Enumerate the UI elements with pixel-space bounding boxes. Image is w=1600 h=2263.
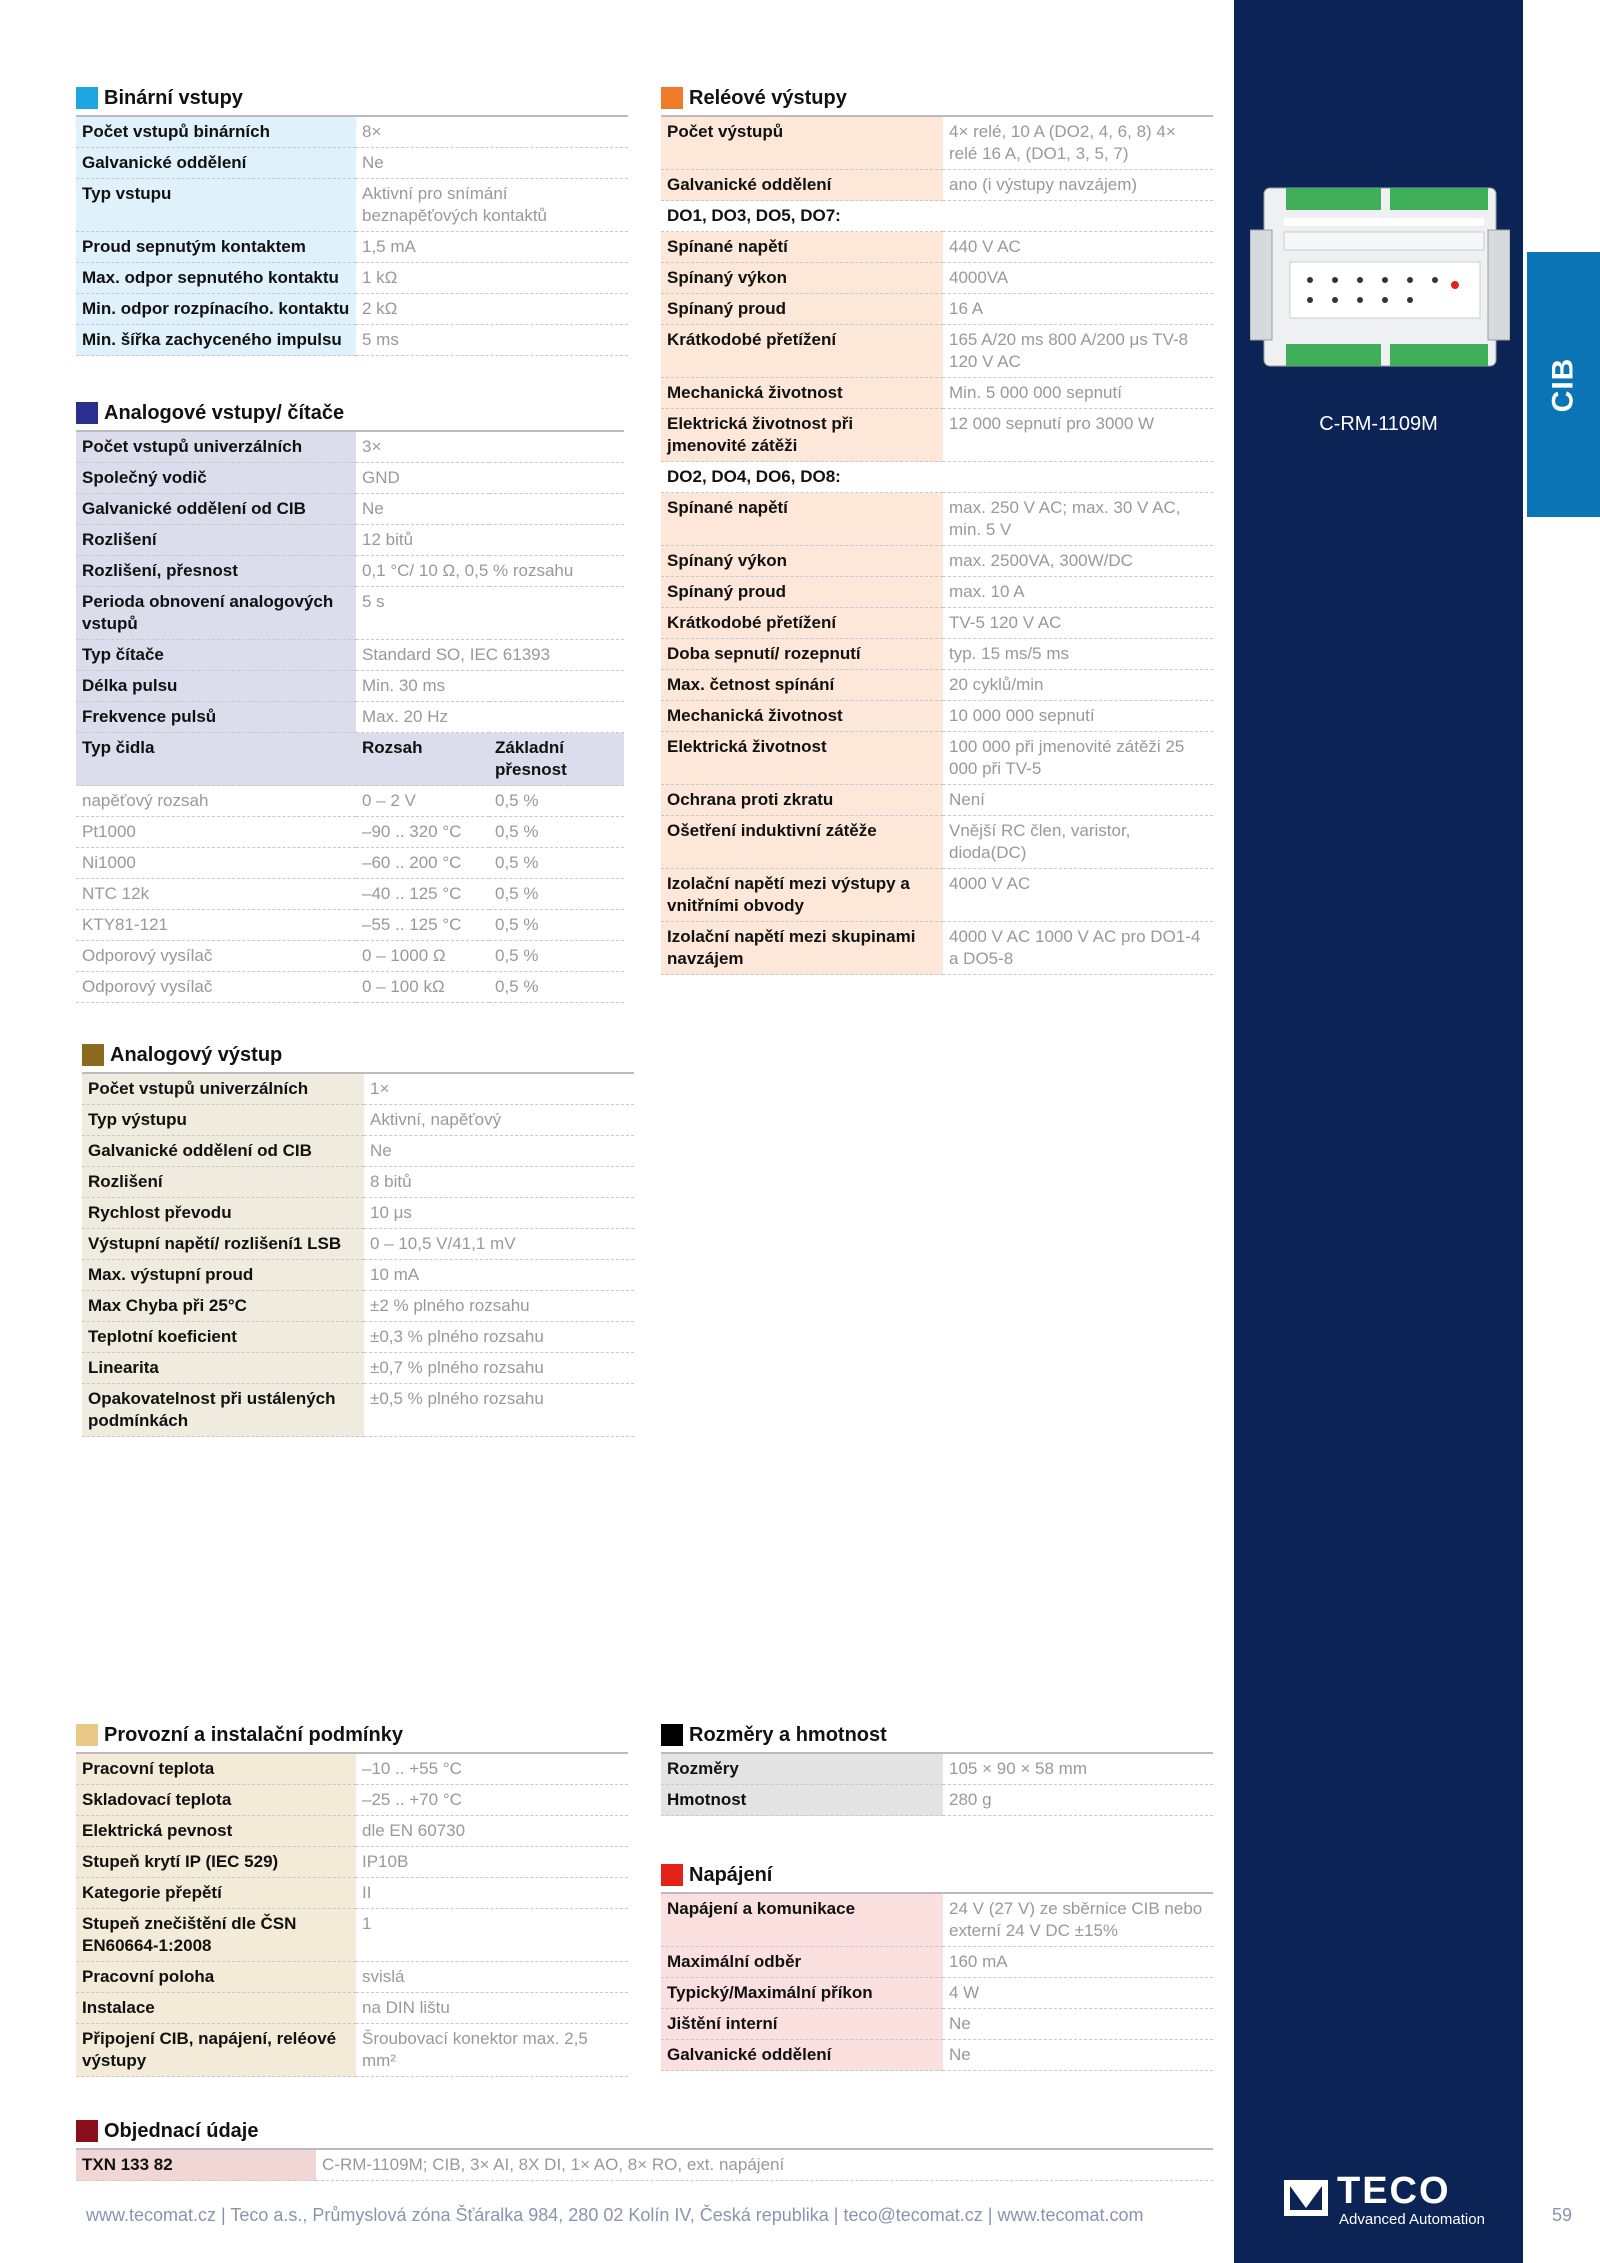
table-row (82, 1074, 634, 1105)
row-value: 1,5 mA (356, 232, 628, 263)
row-label: Maximální odběr (661, 1947, 943, 1978)
table-row (76, 263, 628, 294)
logo-word: TECO (1337, 2170, 1451, 2212)
sensor-cell: 0,5 % (489, 786, 624, 817)
section-title (82, 1040, 634, 1070)
section-color-square (76, 1724, 98, 1746)
row-value: 10 mA (364, 1260, 634, 1291)
table-row (76, 494, 624, 525)
group-heading: DO2, DO4, DO6, DO8: (661, 462, 1213, 493)
row-value: Aktivní pro snímání beznapěťových kontaktů (356, 179, 628, 232)
sensor-cell: Ni1000 (76, 848, 356, 879)
sensor-cell: KTY81-121 (76, 910, 356, 941)
section-color-square (661, 1724, 683, 1746)
binary-inputs-table (76, 117, 628, 356)
sensor-cell: 0,5 % (489, 941, 624, 972)
footer-text: www.tecomat.cz | Teco a.s., Průmyslová zóna Šťáralka 984, 280 02 Kolín IV, Česká republika | teco@tecomat.cz | www.tecomat.com (86, 2205, 1144, 2225)
group-heading-row (661, 462, 1213, 493)
row-value: 4× relé, 10 A (DO2, 4, 6, 8) 4× relé 16 A, (DO1, 3, 5, 7) (943, 117, 1213, 170)
table-row (661, 732, 1213, 785)
group-heading: DO1, DO3, DO5, DO7: (661, 201, 1213, 232)
sensor-cell: 0,5 % (489, 972, 624, 1003)
row-label: Izolační napětí mezi výstupy a vnitřními obvody (661, 869, 943, 922)
sensor-row (76, 817, 624, 848)
row-value: 100 000 při jmenovité zátěži 25 000 při TV-5 (943, 732, 1213, 785)
row-value: 5 ms (356, 325, 628, 356)
row-value: Aktivní, napěťový (364, 1105, 634, 1136)
section-title (661, 83, 1213, 113)
row-label: Rozlišení (82, 1167, 364, 1198)
sensor-cell: 0 – 1000 Ω (356, 941, 489, 972)
table-row (661, 1947, 1213, 1978)
section-title (661, 1720, 1213, 1750)
section-title-text: Analogové vstupy/ čítače (104, 401, 345, 424)
teco-logo (1282, 2170, 1502, 2228)
table-row (76, 1785, 628, 1816)
row-value: 5 s (356, 587, 624, 640)
row-value: svislá (356, 1962, 628, 1993)
row-label: Typický/Maximální příkon (661, 1978, 943, 2009)
table-row (76, 556, 624, 587)
row-label: Elektrická životnost při jmenovité zátěži (661, 409, 943, 462)
sensor-row (76, 910, 624, 941)
table-row (76, 1847, 628, 1878)
row-value: 4000 V AC 1000 V AC pro DO1-4 a DO5-8 (943, 922, 1213, 975)
row-label: Typ čítače (76, 640, 356, 671)
row-value: Ne (356, 148, 628, 179)
row-label: Spínané napětí (661, 232, 943, 263)
row-label: Kategorie přepětí (76, 1878, 356, 1909)
section-title (76, 2116, 1213, 2146)
logo-subtitle: Advanced Automation (1339, 2211, 1485, 2228)
sensor-row (76, 848, 624, 879)
row-label: Krátkodobé přetížení (661, 325, 943, 378)
section-title-text: Provozní a instalační podmínky (104, 1723, 403, 1746)
row-value: Standard SO, IEC 61393 (356, 640, 624, 671)
row-label: Teplotní koeficient (82, 1322, 364, 1353)
row-label: Připojení CIB, napájení, reléové výstupy (76, 2024, 356, 2077)
row-value: GND (356, 463, 624, 494)
row-label: Napájení a komunikace (661, 1894, 943, 1947)
dimensions-table (661, 1754, 1213, 1816)
row-value: II (356, 1878, 628, 1909)
sensor-header-cell: Rozsah (356, 733, 489, 786)
row-label: Izolační napětí mezi skupinami navzájem (661, 922, 943, 975)
row-value: 1 kΩ (356, 263, 628, 294)
table-row (82, 1353, 634, 1384)
section-binary-inputs (76, 83, 628, 356)
row-value: 160 mA (943, 1947, 1213, 1978)
row-label: Spínaný proud (661, 577, 943, 608)
row-label: Stupeň krytí IP (IEC 529) (76, 1847, 356, 1878)
sensor-cell: –90 .. 320 °C (356, 817, 489, 848)
table-row (661, 493, 1213, 546)
sensor-cell: 0,5 % (489, 910, 624, 941)
analog-inputs-table (76, 432, 624, 1003)
table-row (661, 785, 1213, 816)
section-title-text: Rozměry a hmotnost (689, 1723, 887, 1746)
row-label: Ochrana proti zkratu (661, 785, 943, 816)
row-value: Ne (943, 2040, 1213, 2071)
table-row (661, 608, 1213, 639)
row-label: Rozměry (661, 1754, 943, 1785)
section-title-text: Binární vstupy (104, 86, 243, 109)
row-value: 165 A/20 ms 800 A/200 μs TV-8 120 V AC (943, 325, 1213, 378)
table-row (661, 378, 1213, 409)
sensor-row (76, 879, 624, 910)
row-value: TV-5 120 V AC (943, 608, 1213, 639)
row-value: IP10B (356, 1847, 628, 1878)
row-value: ±0,5 % plného rozsahu (364, 1384, 634, 1437)
table-row (82, 1322, 634, 1353)
row-label: Délka pulsu (76, 671, 356, 702)
table-row (661, 263, 1213, 294)
row-label: Spínaný výkon (661, 546, 943, 577)
row-label: Jištění interní (661, 2009, 943, 2040)
row-label: Mechanická životnost (661, 378, 943, 409)
section-title (76, 83, 628, 113)
row-value: Není (943, 785, 1213, 816)
row-label: Výstupní napětí/ rozlišení1 LSB (82, 1229, 364, 1260)
table-row (76, 587, 624, 640)
row-value: 1× (364, 1074, 634, 1105)
row-value: 20 cyklů/min (943, 670, 1213, 701)
section-title (661, 1860, 1213, 1890)
row-label: Min. odpor rozpínacího. kontaktu (76, 294, 356, 325)
row-value: –25 .. +70 °C (356, 1785, 628, 1816)
cib-tab-label: CIB (1546, 357, 1580, 412)
row-value: 16 A (943, 294, 1213, 325)
table-row (76, 2024, 628, 2077)
row-label: Mechanická životnost (661, 701, 943, 732)
table-row (76, 117, 628, 148)
row-label: Počet vstupů univerzálních (82, 1074, 364, 1105)
sensor-row (76, 972, 624, 1003)
row-value: na DIN lištu (356, 1993, 628, 2024)
row-label: Spínané napětí (661, 493, 943, 546)
row-value: max. 250 V AC; max. 30 V AC, min. 5 V (943, 493, 1213, 546)
row-label: Typ výstupu (82, 1105, 364, 1136)
row-value: ±0,3 % plného rozsahu (364, 1322, 634, 1353)
power-table (661, 1894, 1213, 2071)
row-label: Počet vstupů univerzálních (76, 432, 356, 463)
section-color-square (661, 1864, 683, 1886)
cib-tab (1527, 252, 1600, 517)
row-value: 12 bitů (356, 525, 624, 556)
table-row (661, 577, 1213, 608)
sensor-header-cell: Základní přesnost (489, 733, 624, 786)
sensor-cell: 0,5 % (489, 879, 624, 910)
section-color-square (76, 402, 98, 424)
row-value: Ne (364, 1136, 634, 1167)
row-value: 440 V AC (943, 232, 1213, 263)
table-row (82, 1167, 634, 1198)
model-name: C-RM-1109M (1319, 413, 1438, 435)
section-title-text: Objednací údaje (104, 2119, 259, 2142)
table-row (661, 1754, 1213, 1785)
row-value: 0,1 °C/ 10 Ω, 0,5 % rozsahu (356, 556, 624, 587)
section-title (76, 1720, 628, 1750)
table-row (661, 639, 1213, 670)
table-row (82, 1198, 634, 1229)
sensor-cell: 0,5 % (489, 817, 624, 848)
sensor-row (76, 786, 624, 817)
table-row (661, 701, 1213, 732)
sensor-row (76, 941, 624, 972)
row-label: Proud sepnutým kontaktem (76, 232, 356, 263)
row-value: 105 × 90 × 58 mm (943, 1754, 1213, 1785)
row-value: 12 000 sepnutí pro 3000 W (943, 409, 1213, 462)
table-row (661, 294, 1213, 325)
table-row (76, 1909, 628, 1962)
row-label: Společný vodič (76, 463, 356, 494)
row-value: 4000 V AC (943, 869, 1213, 922)
row-label: Pracovní poloha (76, 1962, 356, 1993)
group-heading-row (661, 201, 1213, 232)
row-value: 2 kΩ (356, 294, 628, 325)
row-label: Ošetření induktivní zátěže (661, 816, 943, 869)
table-row (661, 325, 1213, 378)
table-row (82, 1384, 634, 1437)
row-value: ±2 % plného rozsahu (364, 1291, 634, 1322)
row-value: typ. 15 ms/5 ms (943, 639, 1213, 670)
section-title (76, 398, 624, 428)
table-row (661, 2009, 1213, 2040)
table-row (76, 1816, 628, 1847)
row-value: Vnější RC člen, varistor, dioda(DC) (943, 816, 1213, 869)
table-row (661, 1978, 1213, 2009)
section-color-square (661, 87, 683, 109)
table-row (661, 1894, 1213, 1947)
section-power (661, 1860, 1213, 2071)
row-label: Galvanické oddělení od CIB (76, 494, 356, 525)
table-row (661, 670, 1213, 701)
row-label: Galvanické oddělení (76, 148, 356, 179)
table-row (661, 117, 1213, 170)
table-row (76, 432, 624, 463)
row-label: Elektrická pevnost (76, 1816, 356, 1847)
row-label: Hmotnost (661, 1785, 943, 1816)
row-label: Rychlost převodu (82, 1198, 364, 1229)
table-row (661, 816, 1213, 869)
table-row (661, 546, 1213, 577)
section-analog-inputs (76, 398, 624, 1003)
table-row (76, 294, 628, 325)
section-analog-output (82, 1040, 634, 1437)
row-label: Linearita (82, 1353, 364, 1384)
sensor-cell: –55 .. 125 °C (356, 910, 489, 941)
row-label: Skladovací teplota (76, 1785, 356, 1816)
row-label: Max. četnost spínání (661, 670, 943, 701)
table-row (76, 702, 624, 733)
section-color-square (76, 87, 98, 109)
section-color-square (82, 1044, 104, 1066)
row-value: 8 bitů (364, 1167, 634, 1198)
operating-table (76, 1754, 628, 2077)
section-color-square (76, 2120, 98, 2142)
row-label: Perioda obnovení analogových vstupů (76, 587, 356, 640)
sensor-header-cell: Typ čidla (76, 733, 356, 786)
row-label: Rozlišení (76, 525, 356, 556)
table-row (76, 1993, 628, 2024)
table-row (76, 232, 628, 263)
order-description: C-RM-1109M; CIB, 3× AI, 8X DI, 1× AO, 8× RO, ext. napájení (316, 2150, 1213, 2181)
table-row (82, 1105, 634, 1136)
table-row (82, 1260, 634, 1291)
row-value: max. 10 A (943, 577, 1213, 608)
section-title-text: Napájení (689, 1863, 773, 1886)
row-label: Spínaný proud (661, 294, 943, 325)
order-code: TXN 133 82 (76, 2150, 316, 2181)
table-row (661, 922, 1213, 975)
table-row (82, 1136, 634, 1167)
section-ordering (76, 2116, 1213, 2181)
row-label: Spínaný výkon (661, 263, 943, 294)
row-label: Rozlišení, přesnost (76, 556, 356, 587)
sensor-cell: 0 – 100 kΩ (356, 972, 489, 1003)
table-row (76, 179, 628, 232)
row-value: 10 μs (364, 1198, 634, 1229)
teco-logo-icon (1282, 2174, 1330, 2222)
row-value: –10 .. +55 °C (356, 1754, 628, 1785)
table-row (76, 1754, 628, 1785)
sensor-header-row (76, 733, 624, 786)
row-label: Min. šířka zachyceného impulsu (76, 325, 356, 356)
row-label: Galvanické oddělení (661, 2040, 943, 2071)
row-label: Instalace (76, 1993, 356, 2024)
row-value: 4000VA (943, 263, 1213, 294)
row-label: Typ vstupu (76, 179, 356, 232)
sensor-cell: NTC 12k (76, 879, 356, 910)
page-number: 59 (1552, 2205, 1573, 2225)
row-label: Opakovatelnost při ustálených podmínkách (82, 1384, 364, 1437)
row-value: 8× (356, 117, 628, 148)
row-value: Max. 20 Hz (356, 702, 624, 733)
row-label: Galvanické oddělení (661, 170, 943, 201)
sensor-cell: Odporový vysílač (76, 941, 356, 972)
analog-output-table (82, 1074, 634, 1437)
sensor-cell: –40 .. 125 °C (356, 879, 489, 910)
table-row (82, 1291, 634, 1322)
row-value: Ne (943, 2009, 1213, 2040)
table-row (76, 325, 628, 356)
row-label: Krátkodobé přetížení (661, 608, 943, 639)
row-value: max. 2500VA, 300W/DC (943, 546, 1213, 577)
sensor-cell: napěťový rozsah (76, 786, 356, 817)
relay-outputs-table (661, 117, 1213, 975)
table-row (661, 170, 1213, 201)
row-label: Počet vstupů binárních (76, 117, 356, 148)
row-label: Stupeň znečištění dle ČSN EN60664-1:2008 (76, 1909, 356, 1962)
row-label: Počet výstupů (661, 117, 943, 170)
row-value: dle EN 60730 (356, 1816, 628, 1847)
table-row (82, 1229, 634, 1260)
product-image (1250, 180, 1510, 390)
table-row (76, 2150, 1213, 2181)
row-value: 0 – 10,5 V/41,1 mV (364, 1229, 634, 1260)
sensor-cell: –60 .. 200 °C (356, 848, 489, 879)
table-row (76, 463, 624, 494)
sensor-cell: Pt1000 (76, 817, 356, 848)
row-value: 1 (356, 1909, 628, 1962)
row-label: Galvanické oddělení od CIB (82, 1136, 364, 1167)
row-label: Max. výstupní proud (82, 1260, 364, 1291)
section-title-text: Analogový výstup (110, 1043, 283, 1066)
table-row (76, 148, 628, 179)
section-operating-conditions (76, 1720, 628, 2077)
table-row (661, 1785, 1213, 1816)
sensor-cell: 0,5 % (489, 848, 624, 879)
table-row (76, 671, 624, 702)
row-value: 24 V (27 V) ze sběrnice CIB nebo externí 24 V DC ±15% (943, 1894, 1213, 1947)
section-relay-outputs (661, 83, 1213, 975)
row-label: Elektrická životnost (661, 732, 943, 785)
row-value: Min. 30 ms (356, 671, 624, 702)
row-value: 280 g (943, 1785, 1213, 1816)
row-value: Ne (356, 494, 624, 525)
table-row (76, 1962, 628, 1993)
table-row (76, 525, 624, 556)
table-row (661, 869, 1213, 922)
row-label: Doba sepnutí/ rozepnutí (661, 639, 943, 670)
sensor-cell: 0 – 2 V (356, 786, 489, 817)
row-label: Max Chyba při 25°C (82, 1291, 364, 1322)
table-row (661, 409, 1213, 462)
row-value: ±0,7 % plného rozsahu (364, 1353, 634, 1384)
row-label: Frekvence pulsů (76, 702, 356, 733)
table-row (661, 2040, 1213, 2071)
row-value: 10 000 000 sepnutí (943, 701, 1213, 732)
row-label: Pracovní teplota (76, 1754, 356, 1785)
ordering-table (76, 2150, 1213, 2181)
table-row (76, 1878, 628, 1909)
section-title-text: Reléové výstupy (689, 86, 847, 109)
row-value: ano (i výstupy navzájem) (943, 170, 1213, 201)
table-row (76, 640, 624, 671)
row-value: Šroubovací konektor max. 2,5 mm² (356, 2024, 628, 2077)
section-dimensions (661, 1720, 1213, 1816)
row-value: 3× (356, 432, 624, 463)
table-row (661, 232, 1213, 263)
sensor-cell: Odporový vysílač (76, 972, 356, 1003)
row-value: Min. 5 000 000 sepnutí (943, 378, 1213, 409)
row-value: 4 W (943, 1978, 1213, 2009)
row-label: Max. odpor sepnutého kontaktu (76, 263, 356, 294)
